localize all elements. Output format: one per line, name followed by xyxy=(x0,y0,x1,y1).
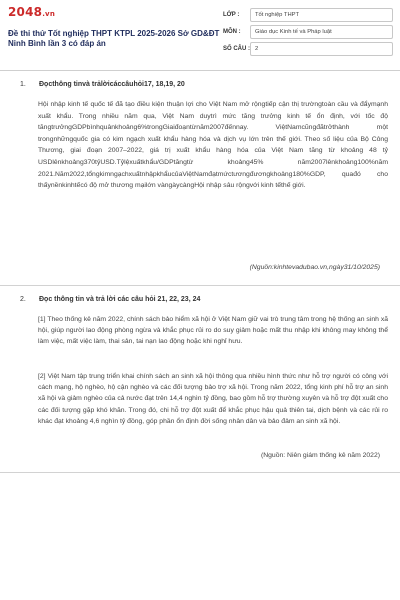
question-source: (Nguồn:kinhtevadubao.vn,ngày31/10/2025) xyxy=(249,264,380,271)
question-divider xyxy=(0,285,400,286)
lop-value: Tốt nghiệp THPT xyxy=(250,8,393,22)
question-paragraph: Hội nhập kinh tế quốc tế đã tạo điều kiện thuận lợi cho Việt Nam mở rộngtiếp cận thị trườngtoàn cầu và đẩymạnh xuất khẩu. Trong nhiều năm qua, Việt Nam duytrì mức tăng trưởng kinh tế ổn định, với tốc độ tăngtrưởngGDPbìnhquânkhoảng6%trongGiaiđoạntừnăm2007đếnnay. ViệtNamcũngđãtrởthành một trongnhữngquốc gia có kim ngạch xuất khẩu hàng hóa và dịch vụ lớn trên thế giới. Theo số liệu của Bộ Công Thương, giai đoạn 2007–2022, giá trị xuất khẩu hàng hóa của Việt Nam tăng từ khoảng 48 tỷ USDlênkhoảng370tỷUSD.Tỷlệxuấtkhẩu/GDPtăngtừ khoảng45% năm2007lênkhoảng100%năm 2021.Năm2022,tổngkimngạchxuấtnhậpkhẩucủaViệtNamđạtmứctươngđươngkhoảng180%GDP, quađó cho thấynềnkinhtếcó độ mở thương mạilớn vàngàycàngHội nhập sâu rộngvới kinh tếthế giới. xyxy=(38,101,388,190)
lop-label: LỚP : xyxy=(223,11,240,18)
site-logo[interactable] xyxy=(8,5,55,19)
logo-tld: .vn xyxy=(42,10,56,18)
question-number: 2. xyxy=(20,296,26,303)
socau-label: SỐ CÂU : xyxy=(223,45,250,52)
exam-title: Đề thi thử Tốt nghiệp THPT KTPL 2025-2026 Sở GD&ĐT Ninh Bình lần 3 có đáp án xyxy=(8,29,220,48)
question-heading: Đọc thông tin và trả lời các câu hỏi 21, 22, 23, 24 xyxy=(39,296,201,303)
question-paragraph-2: [2] Việt Nam tập trung triển khai chính sách an sinh xã hội thông qua nhiều hình thức như hỗ trợ người có công với cách mạng, hộ nghèo, hộ cận nghèo và các đối tượng bảo trợ xã hội. Trong năm 2022, tổng kinh phí hỗ trợ an sinh xã hội và giảm nghèo của cả nước đạt trên 14,4 nghìn tỷ đồng, bao gồm hỗ trợ thường xuyên và hỗ trợ đột xuất cho các đối tượng gặp khó khăn. Trong đó, chi hỗ trợ đột xuất để khắc phục hậu quả thiên tai, dịch bệnh và các rủi ro khác đạt khoảng 4,6 nghìn tỷ đồng, góp phần ổn định đời sống nhân dân và bảo đảm an sinh xã hội. xyxy=(38,373,388,425)
mon-label: MÔN : xyxy=(223,28,241,35)
logo-text: 2048 xyxy=(8,5,43,19)
question-paragraph-1: [1] Theo thống kê năm 2022, chính sách bảo hiểm xã hội ở Việt Nam giữ vai trò trung tâm trong hệ thống an sinh xã hội, giúp người lao động phòng ngừa và khắc phục rủi ro do suy giảm hoặc mất thu nhập khi không may không thể làm việc, mất việc làm, thai sản, tai nạn lao động hoặc khi nghỉ hưu. xyxy=(38,316,388,346)
exam-meta xyxy=(223,6,393,57)
question-divider xyxy=(0,472,400,473)
meta-row-mon xyxy=(223,23,393,40)
question-source: (Nguồn: Niên giám thống kê năm 2022) xyxy=(260,452,380,459)
meta-row-lop xyxy=(223,6,393,23)
question-heading: Đọcthông tinvà trảlờicáccâuhỏi17, 18,19, 20 xyxy=(39,81,185,88)
exam-header xyxy=(0,0,400,71)
mon-value: Giáo dục Kinh tế và Pháp luật xyxy=(250,25,393,39)
meta-row-socau xyxy=(223,40,393,57)
socau-value: 2 xyxy=(250,42,393,56)
question-number: 1. xyxy=(20,81,26,88)
